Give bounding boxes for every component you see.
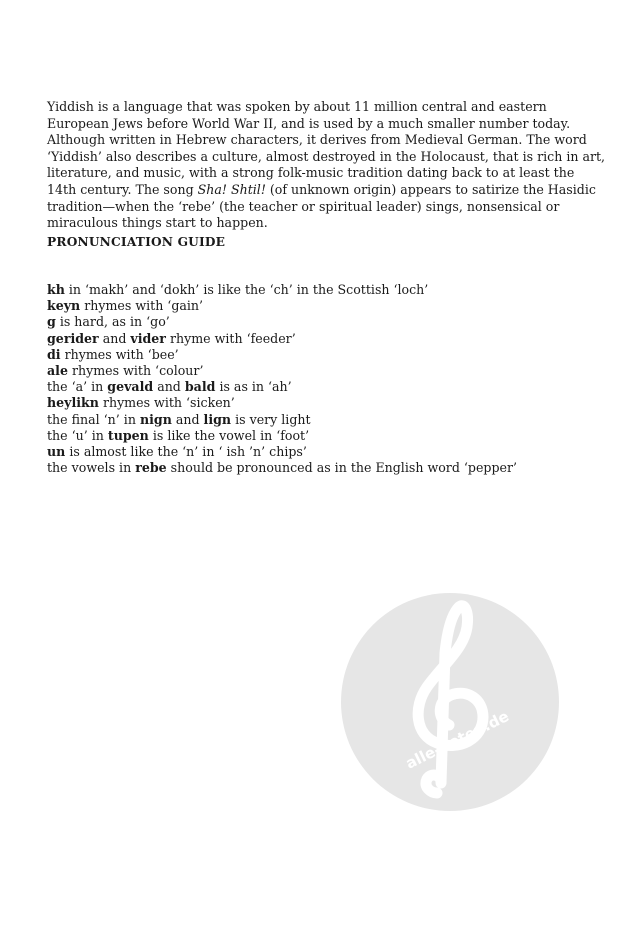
guide-term: di: [47, 346, 61, 362]
guide-text: and: [153, 379, 185, 395]
guide-text: rhyme with ‘feeder’: [165, 330, 296, 346]
guide-line: [47, 314, 607, 330]
guide-text: rhymes with ‘sicken’: [98, 395, 235, 411]
guide-term: vider: [130, 330, 166, 346]
guide-line: [47, 444, 607, 460]
guide-line: [47, 298, 607, 314]
guide-line: [47, 460, 607, 476]
guide-term: lign: [203, 411, 232, 427]
guide-text: is as in ‘ah’: [215, 379, 292, 395]
intro-text-part2: (of unknown origin) appears to satirize the Hasidic tradition—when the ‘rebe’ (the teacher or spiritual leader) sings, nonsensical or miraculous things start to happen.: [47, 181, 596, 231]
guide-term: bald: [184, 379, 216, 395]
guide-line: [47, 282, 607, 298]
guide-text: is like the vowel in ‘foot’: [148, 427, 310, 443]
guide-text: is almost like the ‘n’ in ‘ ish ’n’ chips’: [65, 444, 307, 460]
guide-term: ale: [47, 363, 68, 379]
guide-line: [47, 347, 607, 363]
guide-text: in ‘makh’ and ‘dokh’ is like the ‘ch’ in the Scottish ‘loch’: [64, 282, 429, 297]
guide-term: heylikn: [47, 395, 99, 411]
intro-text-part1: Yiddish is a language that was spoken by about 11 million central and eastern European Jews before World War II, and is used by a much smaller number today. Although written in Hebrew characters, it derives from Medieval German. The word ‘Yiddish’ also describes a culture, almost destroyed in the Holocaust, that is rich in art, literature, and music, with a strong folk-music tradition dating back to at least the 14th century. The song: [47, 99, 606, 197]
guide-text: rhymes with ‘gain’: [80, 298, 204, 314]
guide-text: should be pronounced as in the English word ‘pepper’: [166, 460, 518, 476]
pronunciation-list: [47, 282, 607, 476]
song-title: Sha! Shtil!: [197, 181, 266, 197]
watermark-logo: [341, 593, 559, 811]
guide-text: and: [171, 411, 204, 427]
guide-term: tupen: [107, 427, 149, 443]
guide-term: kh: [47, 282, 65, 297]
guide-term: rebe: [135, 460, 167, 476]
guide-text: is very light: [231, 411, 311, 427]
intro-paragraph: [47, 99, 607, 232]
guide-term: gerider: [47, 330, 99, 346]
guide-term: keyn: [47, 298, 81, 314]
section-heading: PRONUNCIATION GUIDE: [47, 235, 226, 249]
guide-text: the ‘a’ in: [47, 379, 108, 395]
guide-term: un: [47, 444, 66, 460]
guide-line: [47, 395, 607, 411]
guide-text: the ‘u’ in: [47, 427, 108, 443]
guide-term: g: [47, 314, 56, 330]
guide-line: [47, 331, 607, 347]
guide-text: the final ‘n’ in: [47, 411, 140, 427]
guide-text: is hard, as in ‘go’: [55, 314, 170, 330]
guide-text: rhymes with ‘colour’: [67, 363, 204, 379]
guide-line: [47, 428, 607, 444]
guide-text: rhymes with ‘bee’: [60, 346, 179, 362]
guide-line: [47, 363, 607, 379]
guide-text: and: [98, 330, 131, 346]
guide-term: gevald: [107, 379, 154, 395]
guide-text: the vowels in: [47, 460, 136, 476]
watermark-text: alle-noten.de: [402, 707, 512, 773]
guide-line: [47, 412, 607, 428]
guide-line: [47, 379, 607, 395]
guide-term: nign: [139, 411, 172, 427]
